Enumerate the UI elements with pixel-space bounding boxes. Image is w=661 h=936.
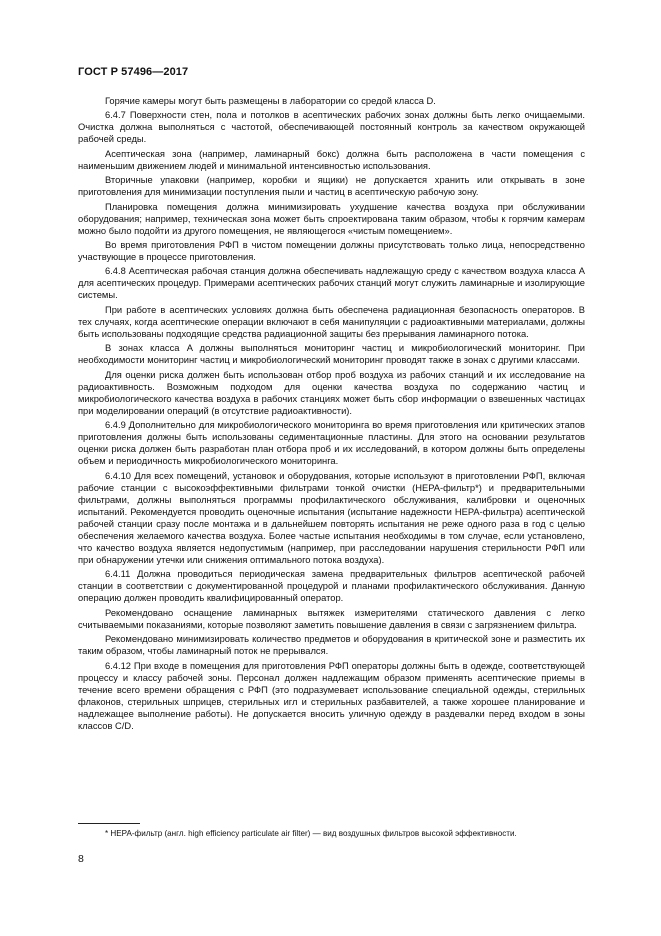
paragraph: Рекомендовано оснащение ламинарных вытяжек измерителями статического давления с легко считываемыми показаниями, которые позволяют заметить повышение давления в связи с загрязнением фильтра. — [78, 607, 585, 630]
paragraph: 6.4.9 Дополнительно для микробиологического мониторинга во время приготовления или критических этапов приготовления должны быть использованы седиментационные пластины. Для этого на основании результатов оценки риска должен быть разработан план отбора проб и их исследований, в котором должны быть определены объем и периодичность микробиологического мониторинга. — [78, 420, 585, 467]
paragraph: Рекомендовано минимизировать количество предметов и оборудования в критической зоне и разместить их таким образом, чтобы ламинарный поток не прерывался. — [78, 634, 585, 657]
paragraph: Планировка помещения должна минимизировать ухудшение качества воздуха при обслуживании оборудования; например, техническая зона может быть спроектирована таким образом, чтобы к горячим камерам можно было подойти из другого помещения, не являющегося «чистым помещением». — [78, 201, 585, 236]
paragraph: Асептическая зона (например, ламинарный бокс) должна быть расположена в части помещения с наименьшим движением людей и минимальной интенсивностью использования. — [78, 148, 585, 171]
footnote: * HEPA-фильтр (англ. high efficiency particulate air filter) — вид воздушных фильтров высокой эффективности. — [105, 829, 517, 838]
paragraph: 6.4.8 Асептическая рабочая станция должна обеспечивать надлежащую среду с качеством воздуха класса A для асептических процедур. Примерами асептических рабочих станций могут служить ламинарные и изолирующие системы. — [78, 266, 585, 301]
paragraph: Во время приготовления РФП в чистом помещении должны присутствовать только лица, непосредственно участвующие в процессе приготовления. — [78, 240, 585, 263]
paragraph: 6.4.7 Поверхности стен, пола и потолков в асептических рабочих зонах должны быть легко очищаемыми. Очистка должна выполняться с частотой, обеспечивающей постоянный контроль за качеством окружающей рабочей среды. — [78, 110, 585, 145]
document-header: ГОСТ Р 57496—2017 — [78, 66, 189, 78]
paragraph: Для оценки риска должен быть использован отбор проб воздуха из рабочих станций и их исследование на радиоактивность. Возможным подходом для оценки качества воздуха по содержанию частиц и микробиологического качества воздуха в рабочих станциях может быть сбор информации о взвешенных частицах при моделировании операций (в отсутствие радиоактивности). — [78, 369, 585, 416]
paragraph: 6.4.11 Должна проводиться периодическая замена предварительных фильтров асептической рабочей станции в соответствии с документированной процедурой и планами профилактического обслуживания. Данную операцию должен проводить квалифицированный оператор. — [78, 569, 585, 604]
paragraph: Горячие камеры могут быть размещены в лаборатории со средой класса D. — [105, 96, 436, 106]
paragraph: Вторичные упаковки (например, коробки и ящики) не допускается хранить или открывать в зоне приготовления для минимизации поступления пыли и частиц в асептическую рабочую зону. — [78, 175, 585, 198]
paragraph: 6.4.12 При входе в помещения для приготовления РФП операторы должны быть в одежде, соответствующей процессу и классу рабочей зоны. Персонал должен надлежащим образом применять асептические приемы в течение всего времени обращения с РФП (это подразумевает использование специальной одежды, стерильных флаконов, стерильных шприцев, стерильных игл и стерильных разбавителей, а также хорошее планирование и надлежащее выполнение работы). Не допускается вносить уличную одежду в раздевалки перед входом в зоны классов C/D. — [78, 660, 585, 731]
paragraph: 6.4.10 Для всех помещений, установок и оборудования, которые используют в приготовлении РФП, включая рабочие станции с высокоэффективными фильтрами тонкой очистки (HEPA-фильтр*) и предварительными фильтрами, должны выполняться программы профилактического обслуживания, калибровки и оценочных испытаний. Рекомендуется проводить оценочные испытания (испытание надежности HEPA-фильтра) асептической рабочей станции сразу после монтажа и в дальнейшем повторять испытания не реже одного раза в год с целью обеспечения желаемого качества воздуха. Более частые испытания необходимы в том случае, если установлено, что качество воздуха является недопустимым (например, при расследовании нарушения стерильности РФП или при обнаружении утечки или снижения оптимального потока воздуха). — [78, 470, 585, 565]
page-number: 8 — [78, 853, 84, 865]
document-body — [78, 95, 585, 734]
footnote-divider — [78, 823, 140, 824]
paragraph: В зонах класса A должны выполняться мониторинг частиц и микробиологический мониторинг. При необходимости мониторинг частиц и микробиологический мониторинг проводят также в зонах с другими классами. — [78, 343, 585, 366]
paragraph: При работе в асептических условиях должна быть обеспечена радиационная безопасность операторов. В тех случаях, когда асептические операции включают в себя манипуляции с радиоактивными материалами, должны быть использованы подходящие средства радиационной защиты без прерывания ламинарного потока. — [78, 304, 585, 339]
